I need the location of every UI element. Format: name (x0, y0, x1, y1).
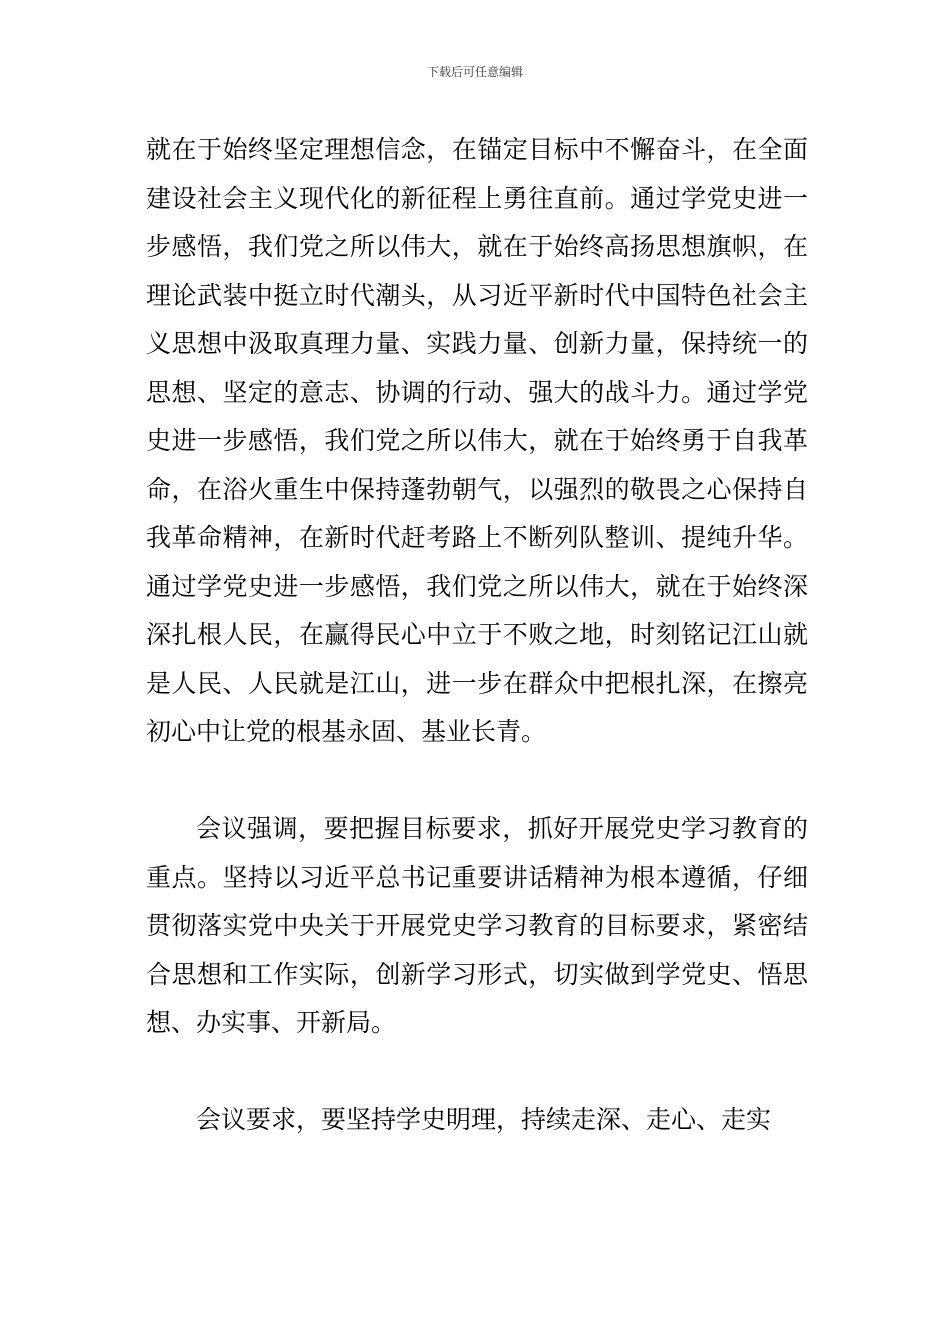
paragraph-2: 会议强调，要把握目标要求，抓好开展党史学习教育的重点。坚持以习近平总书记重要讲话精神为根本遵循，仔细贯彻落实党中央关于开展党史学习教育的目标要求，紧密结合思想和工作实际，创新学习形式，切实做到学党史、悟思想、办实事、开新局。 (146, 814, 808, 1037)
document-body (146, 126, 808, 1145)
paragraph-1: 就在于始终坚定理想信念，在锚定目标中不懈奋斗，在全面建设社会主义现代化的新征程上勇往直前。通过学党史进一步感悟，我们党之所以伟大，就在于始终高扬思想旗帜，在理论武装中挺立时代潮头，从习近平新时代中国特色社会主义思想中汲取真理力量、实践力量、创新力量，保持统一的思想、坚定的意志、协调的行动、强大的战斗力。通过学党史进一步感悟，我们党之所以伟大，就在于始终勇于自我革命，在浴火重生中保持蓬勃朝气，以强烈的敬畏之心保持自我革命精神，在新时代赶考路上不断列队整训、提纯升华。通过学党史进一步感悟，我们党之所以伟大，就在于始终深深扎根人民，在赢得民心中立于不败之地，时刻铭记江山就是人民、人民就是江山，进一步在群众中把根扎深，在擦亮初心中让党的根基永固、基业长青。 (146, 135, 808, 746)
page-header: 下载后可任意编辑 (426, 65, 523, 79)
paragraph-3: 会议要求，要坚持学史明理，持续走深、走心、走实 (196, 1105, 772, 1134)
